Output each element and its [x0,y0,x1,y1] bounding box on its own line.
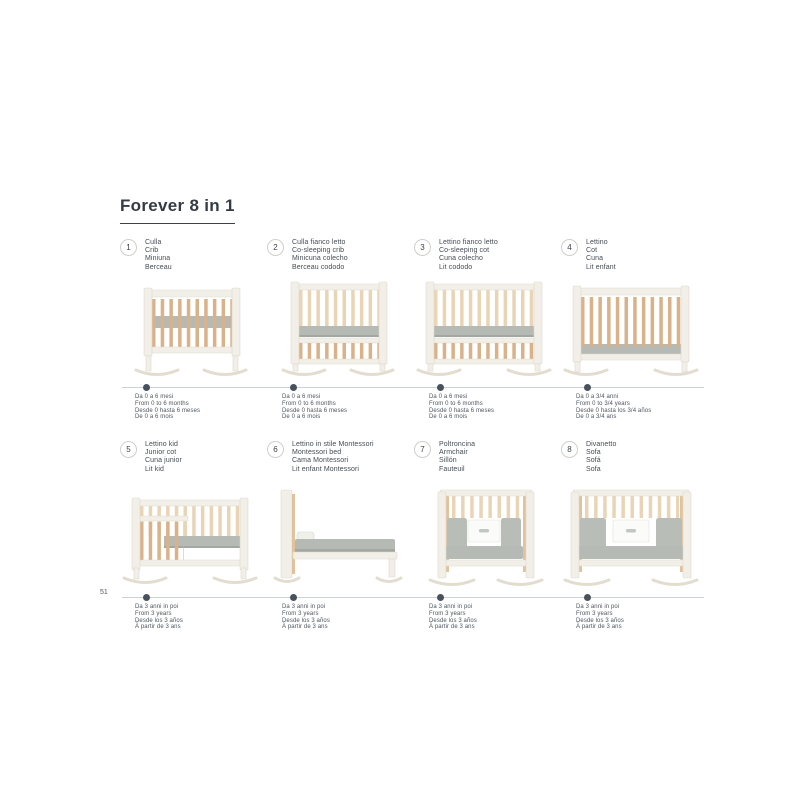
config-name-it: Lettino [586,239,608,246]
age-info-8 [561,594,702,638]
config-name-it: Lettino in stile Montessori [292,441,374,448]
co-sleeping-crib-illustration [267,272,407,380]
age-line-fr: De 0 a 6 mois [282,414,321,421]
age-line-fr: À partir de 3 ans [429,624,475,631]
config-name-en: Montessori bed [292,449,342,457]
config-name-es: Sillón [439,457,457,465]
config-number-badge: 6 [267,441,284,458]
age-line-it: Da 3 anni in poi [135,604,179,610]
config-number-badge: 3 [414,239,431,256]
product-config-7 [414,440,555,590]
product-config-8 [561,440,702,590]
config-row-1 [120,238,702,380]
age-line-es: Desde 0 hasta 6 meses [282,407,348,414]
montessori-bed-illustration [267,482,407,590]
age-line-es: Desde 0 hasta 6 meses [135,407,201,414]
timeline-dot [584,594,591,601]
co-sleeping-cot-illustration [414,272,554,380]
config-name-it: Culla [145,239,162,246]
age-info-2 [267,384,408,428]
config-name-it: Lettino kid [145,441,179,448]
config-name-es: Sofá [586,457,601,465]
product-config-6 [267,440,408,590]
product-config-3 [414,238,555,380]
age-line-en: From 3 years [576,610,613,617]
config-row-2 [120,440,702,590]
age-line-it: Da 0 a 6 mesi [282,394,321,400]
age-line-fr: À partir de 3 ans [576,624,622,631]
timeline-dot [143,384,150,391]
catalog-page [120,196,702,638]
age-row-2 [120,594,702,638]
config-name-es: Cama Montessori [292,457,349,465]
timeline-dot [584,384,591,391]
cot-illustration [561,276,701,380]
config-name-en: Armchair [439,449,468,457]
config-number-badge: 4 [561,239,578,256]
age-info-7 [414,594,555,638]
config-name-fr: Sofa [586,465,601,473]
age-line-en: From 0 to 3/4 years [576,400,630,407]
age-line-es: Desde 0 hasta los 3/4 años [576,407,652,414]
age-line-en: From 0 to 6 months [429,400,483,407]
age-line-en: From 0 to 6 months [282,400,336,407]
age-line-fr: De 0 a 3/4 ans [576,414,617,421]
config-name-it: Culla fianco letto [292,239,346,246]
timeline-dot [290,384,297,391]
product-config-1 [120,238,261,380]
config-name-fr: Lit enfant Montessori [292,465,360,473]
junior-bed-illustration [120,482,260,590]
config-name-es: Cuna [586,255,604,263]
config-name-fr: Berceau [145,263,172,271]
config-name-it: Lettino fianco letto [439,239,498,246]
age-line-es: Desde los 3 años [576,617,624,624]
config-name-it: Poltroncina [439,441,476,448]
config-name-fr: Lit cododo [439,263,473,271]
config-name-fr: Lit enfant [586,263,616,271]
config-number-badge: 2 [267,239,284,256]
config-name-fr: Fauteuil [439,465,465,473]
age-row-1 [120,384,702,428]
age-line-fr: De 0 a 6 mois [135,414,174,421]
config-number-badge: 1 [120,239,137,256]
age-line-es: Desde los 3 años [135,617,183,624]
age-info-1 [120,384,261,428]
config-number-badge: 7 [414,441,431,458]
product-config-2 [267,238,408,380]
age-line-en: From 0 to 6 months [135,400,189,407]
age-line-es: Desde los 3 años [429,617,477,624]
crib-illustration [120,276,260,380]
armchair-illustration [414,482,554,590]
age-line-it: Da 3 anni in poi [429,604,473,610]
age-line-es: Desde los 3 años [282,617,330,624]
sofa-illustration [561,482,701,590]
age-info-5 [120,594,261,638]
config-name-en: Sofa [586,449,601,457]
config-name-en: Co-sleeping crib [292,247,345,255]
page-title: Forever 8 in 1 [120,196,235,224]
config-name-en: Co-sleeping cot [439,247,490,255]
age-info-3 [414,384,555,428]
config-name-es: Cuna colecho [439,255,484,263]
age-line-it: Da 0 a 6 mesi [135,394,174,400]
age-line-fr: De 0 a 6 mois [429,414,468,421]
config-name-en: Crib [145,247,159,255]
timeline-dot [290,594,297,601]
config-number-badge: 5 [120,441,137,458]
age-line-it: Da 3 anni in poi [576,604,620,610]
age-line-it: Da 0 a 6 mesi [429,394,468,400]
timeline-dot [143,594,150,601]
age-line-es: Desde 0 hasta 6 meses [429,407,495,414]
config-name-fr: Berceau cododo [292,263,345,271]
age-info-4 [561,384,702,428]
config-name-en: Cot [586,247,598,255]
config-number-badge: 8 [561,441,578,458]
age-line-it: Da 3 anni in poi [282,604,326,610]
page-number: 51 [100,589,108,596]
product-config-5 [120,440,261,590]
age-line-it: Da 0 a 3/4 anni [576,394,619,400]
timeline-dot [437,594,444,601]
config-name-en: Junior cot [145,449,177,457]
timeline-dot [437,384,444,391]
age-line-en: From 3 years [429,610,466,617]
config-name-es: Cuna junior [145,457,182,465]
config-name-es: Miniuna [145,255,171,263]
config-name-it: Divanetto [586,441,617,448]
age-line-en: From 3 years [135,610,172,617]
age-line-fr: À partir de 3 ans [282,624,328,631]
config-name-es: Minicuna colecho [292,255,348,263]
product-config-4 [561,238,702,380]
age-line-fr: À partir de 3 ans [135,624,181,631]
config-name-fr: Lit kid [145,465,164,473]
age-info-6 [267,594,408,638]
age-line-en: From 3 years [282,610,319,617]
